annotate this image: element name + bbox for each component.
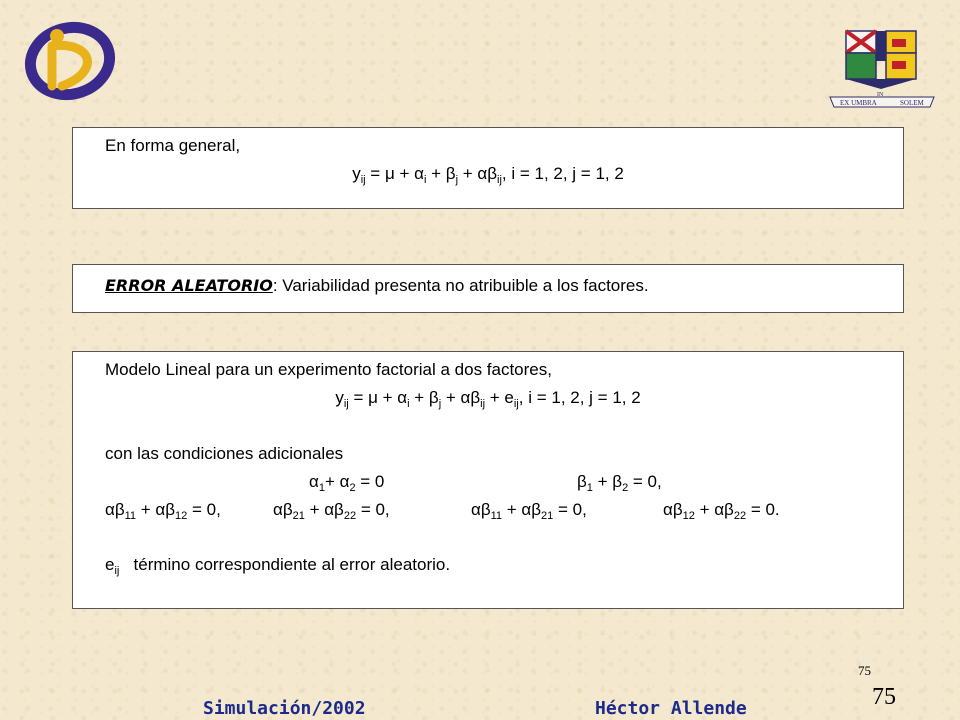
beta-sum-condition: $\beta_1 + \beta_2 = 0$,: [577, 472, 662, 494]
interaction-condition-1: $\alpha\beta_{11} + \alpha\beta_{12} = 0$,: [105, 500, 221, 522]
linear-model-box: [72, 351, 904, 609]
general-form-intro: En forma general,: [105, 136, 241, 155]
random-error-text: : Variabilidad presenta no atribuible a los factores.: [272, 276, 649, 295]
crest-motto-right: SOLEM: [900, 99, 924, 107]
linear-model-equation: $y_{ij} = \mu + \alpha_i + \beta_j + \alpha\beta_{ij} + e_{ij}$, i = 1, 2, j = 1, 2: [335, 388, 641, 410]
department-logo: [22, 16, 118, 102]
footer-course-title: Simulación/2002: [203, 698, 366, 719]
alpha-sum-condition: $\alpha_1+ \alpha_2 = 0$: [309, 472, 385, 494]
crest-motto-mid: IN: [877, 92, 884, 98]
linear-model-intro: Modelo Lineal para un experimento factorial a dos factores,: [105, 360, 552, 379]
general-form-box: [72, 127, 904, 209]
random-error-label: ERROR ALEATORIO: [105, 276, 273, 295]
conditions-intro: con las condiciones adicionales: [105, 444, 344, 463]
interaction-condition-3: $\alpha\beta_{11} + \alpha\beta_{21} = 0$,: [471, 500, 587, 522]
university-crest: [826, 27, 938, 109]
page-number-small: 75: [858, 663, 871, 678]
interaction-condition-4: $\alpha\beta_{12} + \alpha\beta_{22} = 0$.: [663, 500, 780, 522]
random-error-definition: [105, 276, 649, 296]
general-form-equation: $y_{ij} = \mu + \alpha_i + \beta_j + \alpha\beta_{ij}$, i = 1, 2, j = 1, 2: [352, 164, 624, 186]
interaction-condition-2: $\alpha\beta_{21} + \alpha\beta_{22} = 0$,: [273, 500, 390, 522]
error-term-description: $e_{ij}$ término correspondiente al error aleatorio.: [105, 555, 451, 577]
random-error-box: [72, 264, 904, 313]
page-number: 75: [872, 684, 896, 710]
crest-motto-left: EX UMBRA: [840, 99, 877, 107]
footer-author: Héctor Allende: [595, 698, 747, 719]
